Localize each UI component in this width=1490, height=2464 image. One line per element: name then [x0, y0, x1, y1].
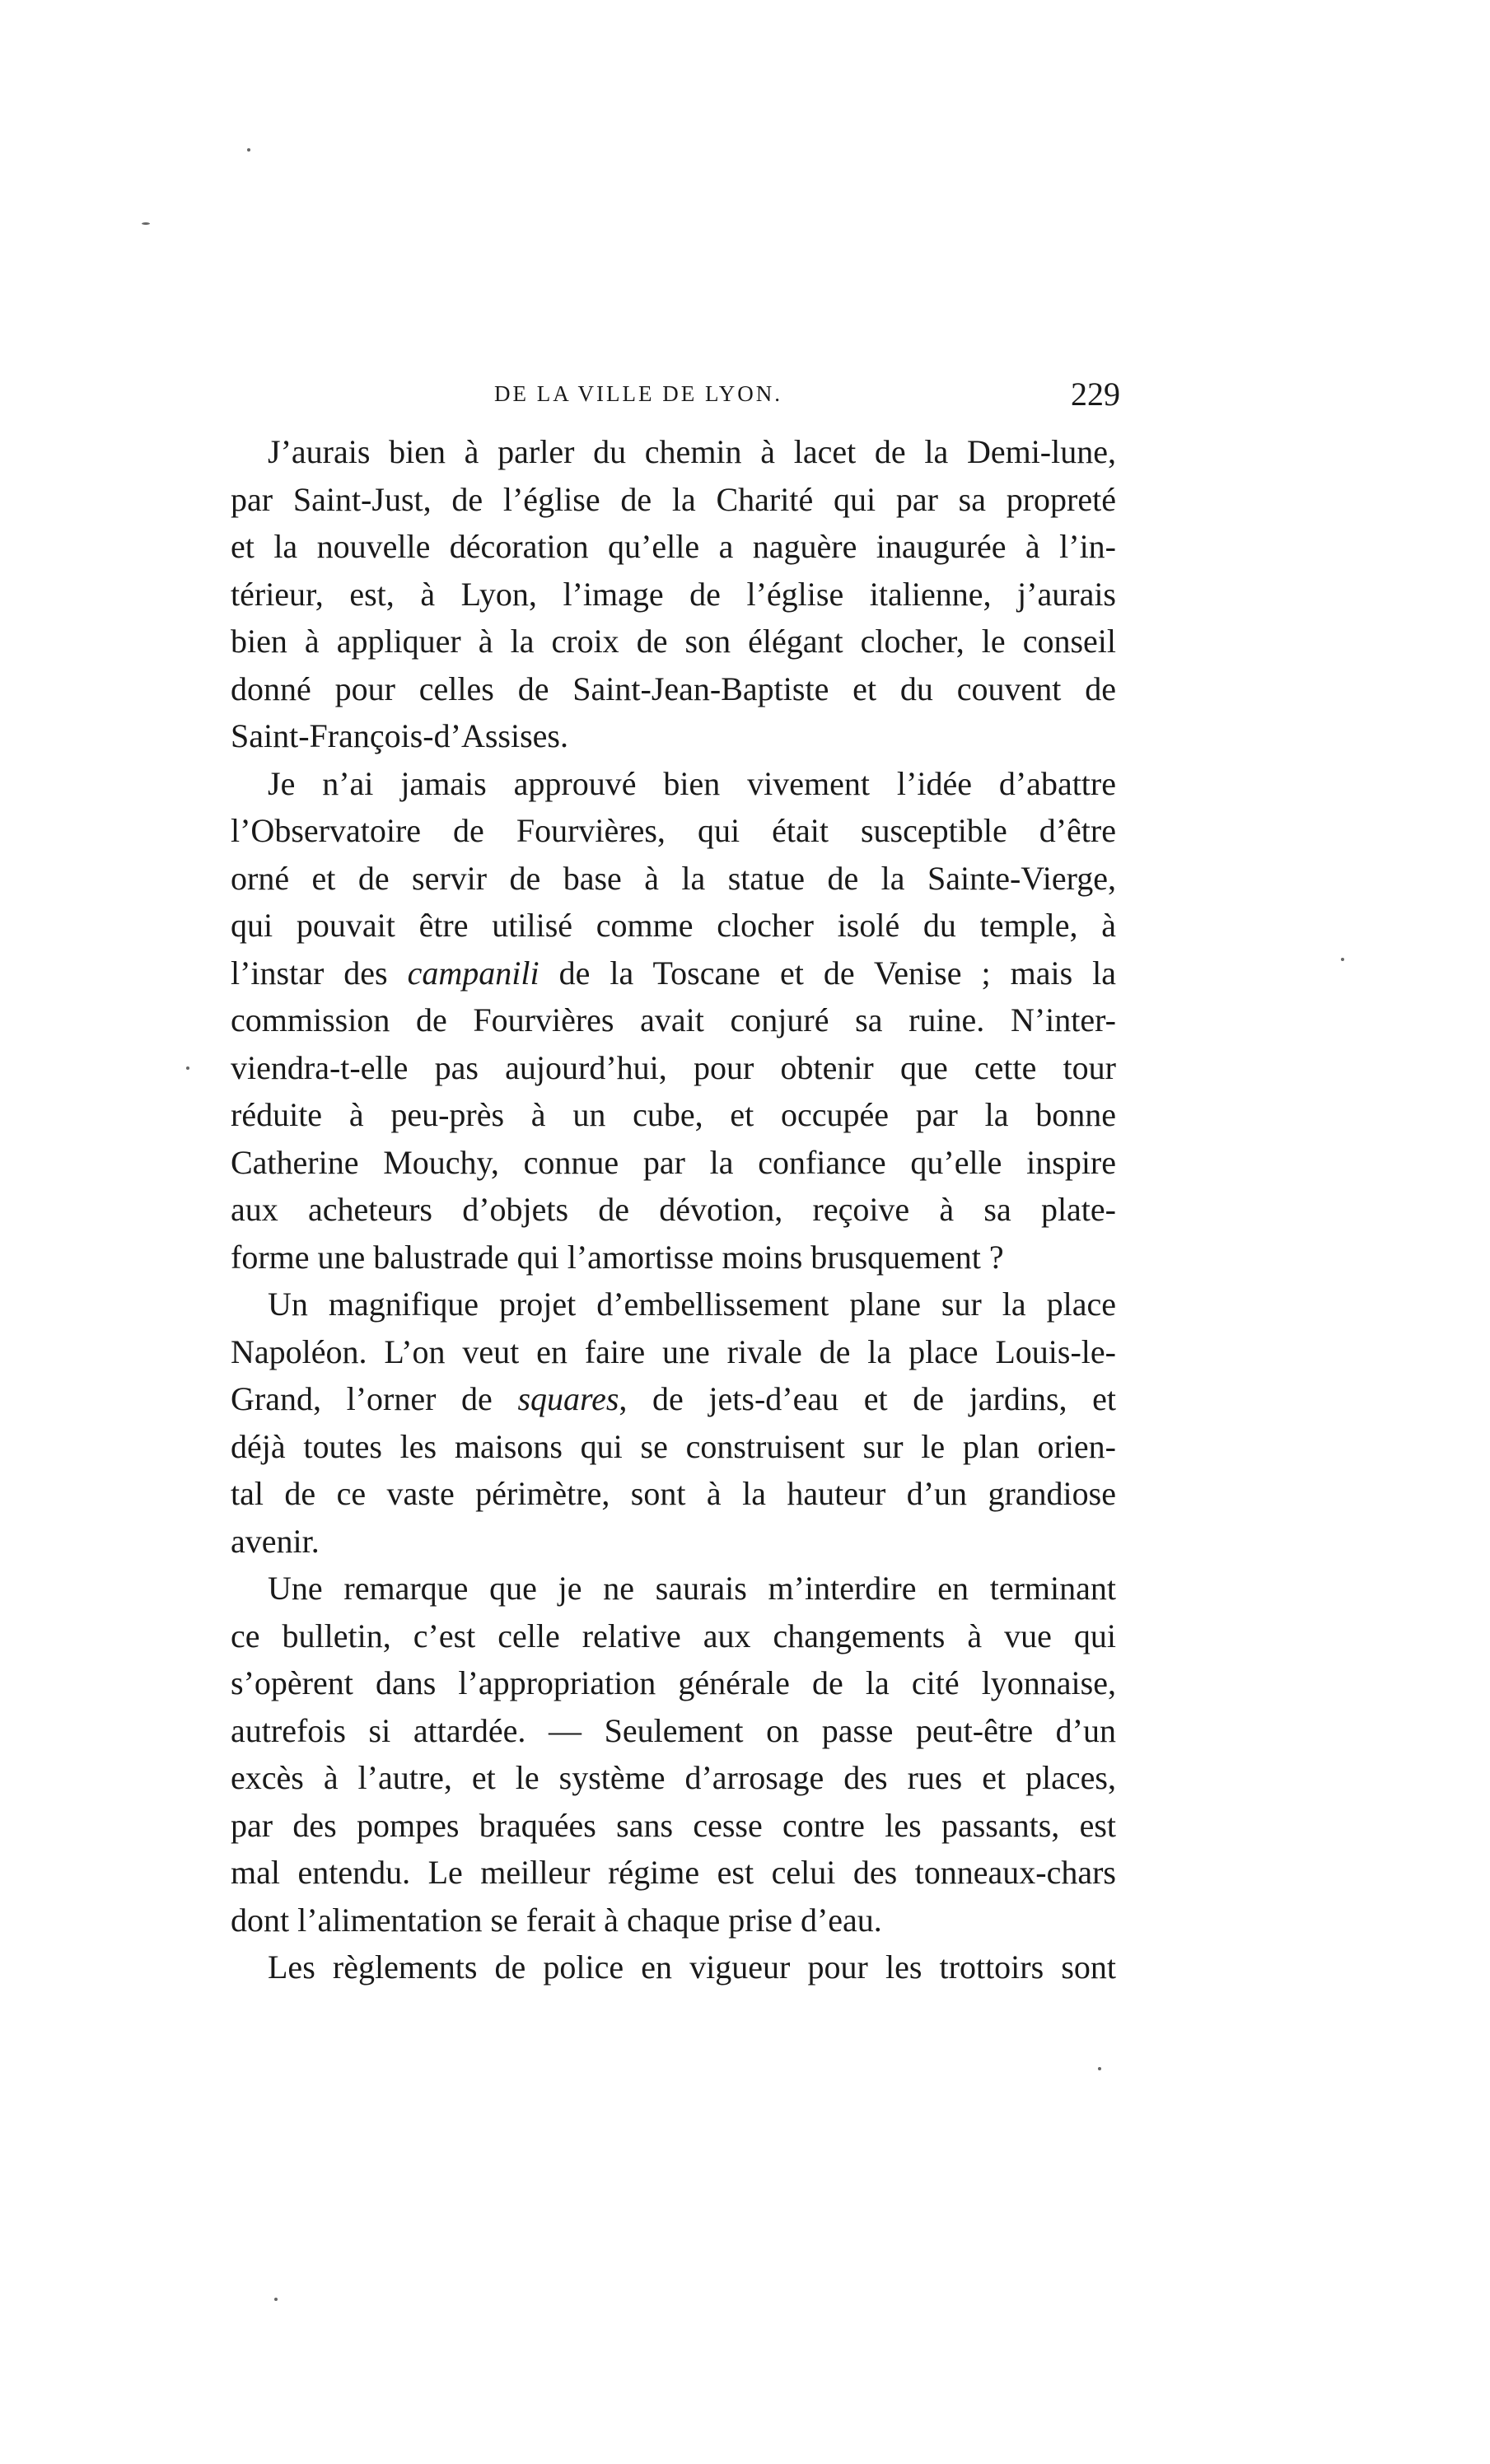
text-line: et la nouvelle décoration qu’elle a naguère inaugurée à l’in-: [231, 528, 1116, 565]
scan-speck: [274, 2298, 278, 2301]
text-line: Catherine Mouchy, connue par la confiance qu’elle inspire: [231, 1143, 1116, 1181]
text-line: par des pompes braquées sans cesse contre les passants, est: [231, 1806, 1116, 1844]
text-line: Napoléon. L’on veut en faire une rivale de la place Louis-le-: [231, 1332, 1116, 1370]
text-run: , de jets-d’eau et de jardins, et: [619, 1380, 1117, 1417]
italic-term: campanili: [407, 954, 539, 992]
text-line: donné pour celles de Saint-Jean-Baptiste et du couvent de: [231, 670, 1116, 707]
paragraph: [231, 1565, 1116, 1944]
paragraph: [231, 1281, 1116, 1565]
text-line: qui pouvait être utilisé comme clocher isolé du temple, à: [231, 907, 1116, 944]
paragraph: [231, 760, 1116, 1281]
text-line: réduite à peu-près à un cube, et occupée par la bonne: [231, 1096, 1116, 1133]
text-line: commission de Fourvières avait conjuré sa ruine. N’inter-: [231, 1001, 1116, 1038]
text-line: Les règlements de police en vigueur pour les trottoirs sont: [268, 1948, 1116, 1986]
running-title: DE LA VILLE DE LYON.: [494, 381, 782, 406]
scan-speck: [186, 1066, 189, 1070]
text-line: aux acheteurs d’objets de dévotion, reçoive à sa plate-: [231, 1191, 1116, 1228]
text-line: Une remarque que je ne saurais m’interdire en terminant: [268, 1570, 1116, 1607]
text-line: tal de ce vaste périmètre, sont à la hauteur d’un grandiose: [231, 1475, 1116, 1512]
scan-speck: [1341, 958, 1344, 961]
text-line: avenir.: [231, 1522, 320, 1560]
running-head: [0, 375, 1490, 416]
text-line: autrefois si attardée. — Seulement on passe peut-être d’un: [231, 1711, 1116, 1749]
paragraph: [231, 428, 1116, 760]
text-line: Je n’ai jamais approuvé bien vivement l’idée d’abattre: [268, 764, 1116, 802]
text-line: déjà toutes les maisons qui se construisent sur le plan orien-: [231, 1427, 1116, 1465]
scan-speck: [142, 222, 150, 225]
text-line: bien à appliquer à la croix de son élégant clocher, le conseil: [231, 623, 1116, 660]
text-line: Saint-François-d’Assises.: [231, 717, 568, 754]
text-line: l’Observatoire de Fourvières, qui était susceptible d’être: [231, 812, 1116, 849]
text-line: mal entendu. Le meilleur régime est celui des tonneaux-chars: [231, 1854, 1116, 1891]
text-line-mixed: [231, 1375, 1116, 1423]
body-text: [231, 428, 1116, 1991]
text-run: de la Toscane et de Venise ; mais la: [558, 954, 1117, 992]
text-line: ce bulletin, c’est celle relative aux changements à vue qui: [231, 1617, 1116, 1654]
text-line: s’opèrent dans l’appropriation générale de la cité lyonnaise,: [231, 1664, 1116, 1701]
paragraph: [231, 1944, 1116, 1991]
page-number: 229: [1071, 376, 1120, 413]
text-line: dont l’alimentation se ferait à chaque prise d’eau.: [231, 1901, 882, 1939]
text-line: excès à l’autre, et le système d’arrosage des rues et places,: [231, 1759, 1116, 1796]
text-line: viendra-t-elle pas aujourd’hui, pour obtenir que cette tour: [231, 1048, 1116, 1086]
text-run: l’instar des: [231, 954, 388, 992]
text-run: Grand, l’orner de: [231, 1380, 493, 1417]
scan-speck: [1098, 2067, 1101, 2070]
scan-speck: [247, 148, 250, 152]
text-line: J’aurais bien à parler du chemin à lacet de la Demi-lune,: [268, 433, 1116, 470]
text-line: par Saint-Just, de l’église de la Charité qui par sa propreté: [231, 480, 1116, 518]
text-line: térieur, est, à Lyon, l’image de l’église italienne, j’aurais: [231, 575, 1116, 613]
italic-term: squares: [517, 1380, 619, 1417]
text-line: orné et de servir de base à la statue de la Sainte-Vierge,: [231, 859, 1116, 897]
text-line-mixed: [231, 950, 1116, 997]
text-line: forme une balustrade qui l’amortisse moins brusquement ?: [231, 1238, 1004, 1276]
text-line: Un magnifique projet d’embellissement plane sur la place: [268, 1286, 1116, 1323]
